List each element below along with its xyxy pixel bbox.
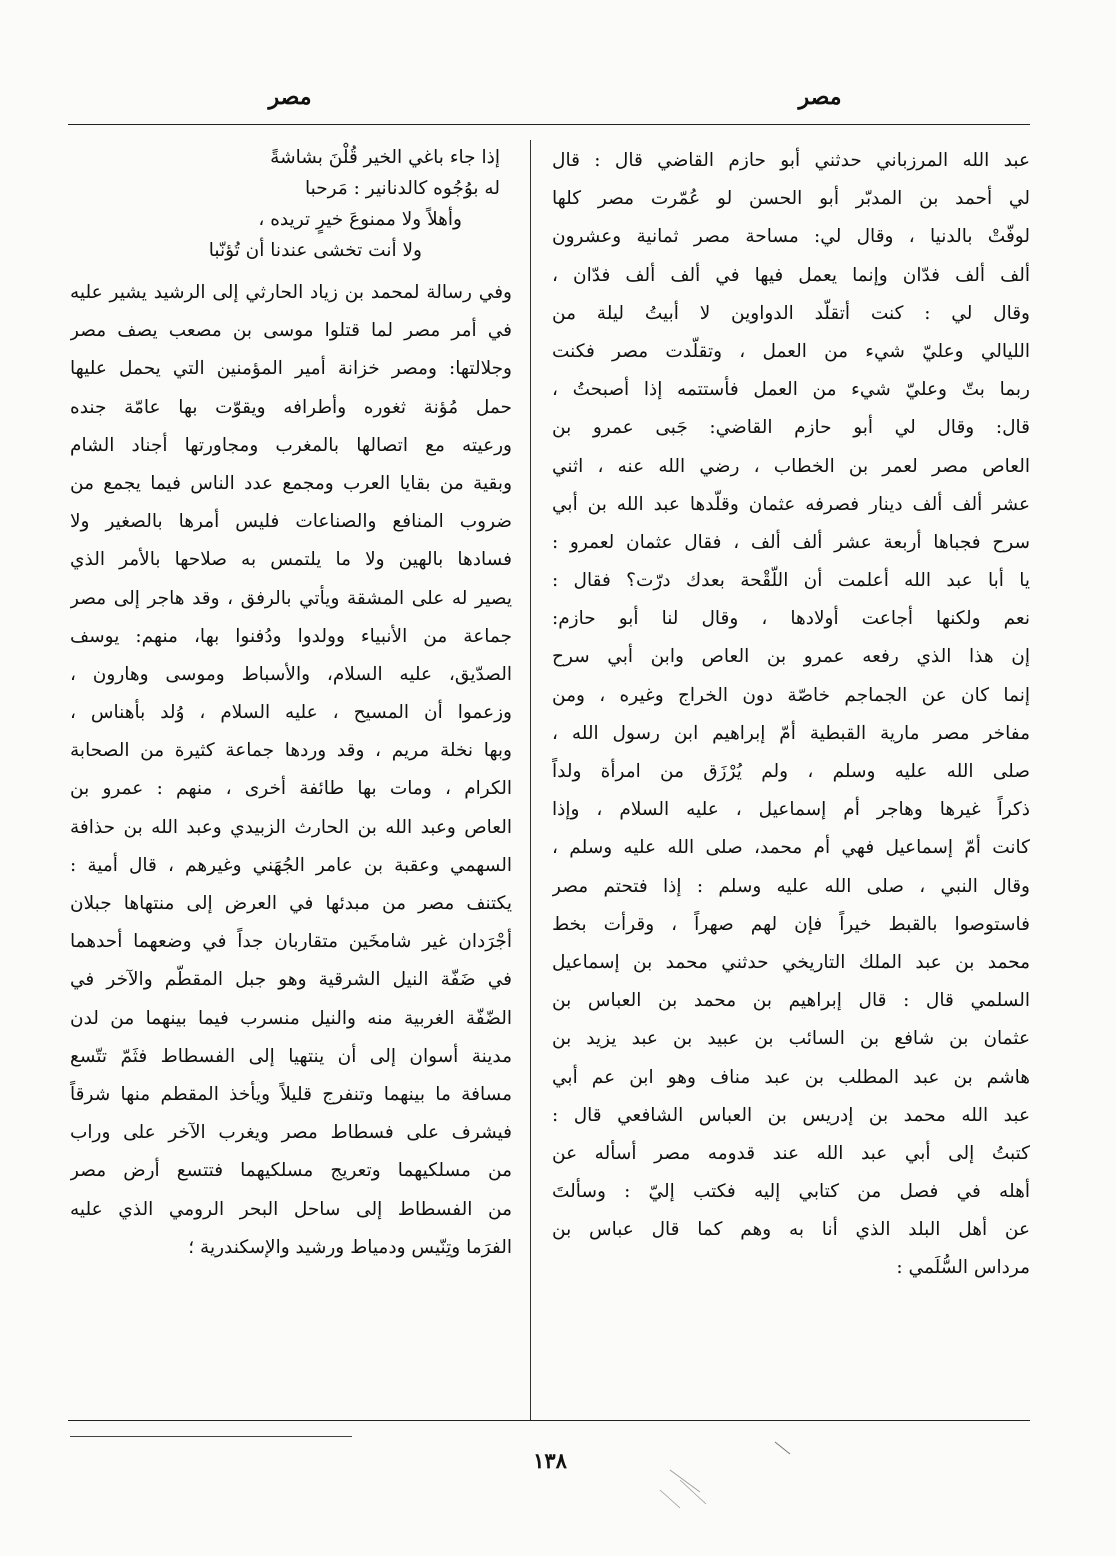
text-line: فسادها بالهين ولا ما يلتمس به صلاحها بالأمر الذي	[70, 549, 512, 571]
text-line: وقال لي : كنت أتقلّد الدواوين لا أبيتُ ليلة من	[552, 302, 1030, 324]
text-line: مفاخر مصر مارية القبطية أمّ إبراهيم ابن رسول الله ،	[552, 722, 1030, 744]
text-line: قال: وقال لي أبو حازم القاضي: جَبى عمرو بن	[552, 417, 1030, 439]
text-line: السهمي وعقبة بن عامر الجُهَني وغيرهم ، قال أمية :	[70, 854, 512, 876]
text-line: وبقية من بقايا العرب ومجمع عدد الناس فيما يجمع من	[70, 472, 512, 494]
text-line: من مسلكيهما وتعريج مسلكيهما فتتسع أرض مصر	[70, 1160, 512, 1182]
text-line: عبد الله المرزباني حدثني أبو حازم القاضي قال : قال	[552, 150, 1030, 171]
text-line: في ضَفّة النيل الشرقية وهو جبل المقطّم والآخر في	[70, 969, 512, 991]
column-divider	[530, 140, 531, 1420]
text-line: الكرام ، ومات بها طائفة أخرى ، منهم : عمرو بن	[70, 778, 512, 800]
text-line: السلمي قال : قال إبراهيم بن محمد بن العباس بن	[552, 990, 1030, 1012]
text-line: إن هذا الذي رفعه عمرو بن العاص وابن أبي سرح	[552, 646, 1030, 668]
text-line: يا أبا عبد الله أعلمت أن اللّقْحة بعدك درّت؟ فقال :	[552, 570, 1030, 592]
text-line: جماعة من الأنبياء وولدوا ودُفنوا بها، منهم: يوسف	[70, 625, 512, 647]
verse-line: له بوُجُوه كالدنانير : مَرحبا	[305, 178, 500, 199]
text-line: لوفّتْ بالدنيا ، وقال لي: مساحة مصر ثمانية وعشرون	[552, 226, 1030, 248]
text-line: ذكراً غيرها وهاجر أم إسماعيل ، عليه السلام ، وإذا	[552, 799, 1030, 821]
text-line: نعم ولكنها أجاعت أولادها ، وقال لنا أبو حازم:	[552, 608, 1030, 630]
text-line: حمل مُؤنة ثغوره وأطرافه ويقوّت بها عامّة جنده	[70, 396, 512, 418]
scan-scratch-marks	[640, 1430, 800, 1520]
text-line: عثمان بن شافع بن السائب بن عبيد بن عبد يزيد بن	[552, 1028, 1030, 1050]
text-line: ألف ألف فدّان وإنما يعمل فيها في ألف ألف فدّان ،	[552, 264, 1030, 286]
left-text-column	[70, 142, 512, 1267]
text-line: الليالي وعليّ شيء من العمل ، وتقلّدت مصر فكنت	[552, 340, 1030, 362]
text-line: عبد الله محمد بن إدريس بن العباس الشافعي قال :	[552, 1104, 1030, 1126]
running-header-left: مصر	[268, 84, 312, 110]
text-line: مسافة ما بينهما وتنفرج قليلاً ويأخذ المقطم منها شرقاً	[70, 1083, 512, 1105]
text-line: أجْرَدان غير شامخَين متقاربان جداً في وضعهما أحدهما	[70, 931, 512, 953]
text-line: فيشرف على فسطاط مصر ويغرب الآخر على وراب	[70, 1122, 512, 1144]
text-line: عن أهل البلد الذي أنا به وهم كما قال عباس بن	[552, 1219, 1030, 1241]
text-line: وجلالتها: ومصر خزانة أمير المؤمنين التي يحمل عليها	[70, 358, 512, 380]
footnote-rule	[70, 1436, 352, 1437]
text-line: ضروب المنافع والصناعات فليس أمرها بالصغير ولا	[70, 511, 512, 533]
text-line: مرداس السُّلَمي :	[896, 1257, 1030, 1279]
text-line: الصدّيق، عليه السلام، والأسباط وموسى وهارون ،	[70, 663, 512, 685]
header-rule	[68, 124, 1030, 125]
text-line: لي أحمد بن المدبّر أبو الحسن لو عُمّرت مصر كلها	[552, 188, 1030, 210]
text-line: يصير له على المشقة ويأتي بالرفق ، وقد هاجر إلى مصر	[70, 587, 512, 609]
text-line: إنما كان عن الجماجم خاصّة دون الخراج وغيره ، ومن	[552, 684, 1030, 706]
text-line: صلى الله عليه وسلم ، ولم يُرْزَق من امرأة ولداً	[552, 761, 1030, 782]
verse-line: ولا أنت تخشى عندنا أن تُؤنّبا	[208, 240, 422, 261]
text-line: من الفسطاط إلى ساحل البحر الرومي الذي عليه	[70, 1198, 512, 1220]
text-line: الفرَما وتِنّيس ودمياط ورشيد والإسكندرية ؛	[188, 1236, 512, 1258]
text-line: كتبتُ إلى أبي عبد الله عند قدومه مصر أسأله عن	[552, 1142, 1030, 1164]
text-line: سرح فجباها أربعة عشر ألف ألف ، فقال عثمان لعمرو :	[552, 531, 1030, 553]
text-line: وبها نخلة مريم ، وقد وردها جماعة كثيرة من الصحابة	[70, 740, 512, 762]
text-line: في أمر مصر لما قتلوا موسى بن مصعب يصف مصر	[70, 320, 512, 342]
text-line: مدينة أسوان إلى أن ينتهيا إلى الفسطاط فثَمّ تتّسع	[70, 1045, 512, 1067]
right-text-column	[552, 142, 1030, 1288]
verse-line: وأهلاً ولا ممنوعَ خيرٍ تريده ،	[258, 209, 462, 230]
poem-verses	[70, 142, 512, 266]
text-line: الضّفّة الغربية منه والنيل منسرب فيما بينهما من لدن	[70, 1007, 512, 1029]
text-line: هاشم بن عبد المطلب بن عبد مناف وهو ابن عم أبي	[552, 1066, 1030, 1088]
text-line: عشر ألف ألف دينار فصرفه عثمان وقلّدها عبد الله بن أبي	[552, 493, 1030, 515]
running-header-right: مصر	[798, 84, 842, 110]
page-number: ١٣٨	[533, 1448, 567, 1473]
text-line: أهله في فصل من كتابي إليه فكتب إليّ : وسألتَ	[552, 1181, 1030, 1203]
text-line: العاص مصر لعمر بن الخطاب ، رضي الله عنه ، اثني	[552, 455, 1030, 477]
text-line: ربما بتّ وعليّ شيء من العمل فأستتمه إذا أصبحتُ ،	[552, 379, 1030, 401]
text-line: وزعموا أن المسيح ، عليه السلام ، وُلد بأهناس ،	[70, 702, 512, 724]
verse-line: إذا جاء باغي الخير قُلْنَ بشاشةً	[270, 147, 500, 168]
text-line: ورعيته مع اتصالها بالمغرب ومجاورتها أجناد الشام	[70, 434, 512, 456]
text-line: يكتنف مصر من مبدئها في العرض إلى منتهاها جبلان	[70, 893, 512, 914]
text-line: وفي رسالة لمحمد بن زياد الحارثي إلى الرشيد يشير عليه	[70, 282, 512, 303]
text-line: كانت أمّ إسماعيل فهي أم محمد، صلى الله عليه وسلم ،	[552, 837, 1030, 859]
footer-rule	[68, 1420, 1030, 1421]
text-line: فاستوصوا بالقبط خيراً فإن لهم صهراً ، وقرأت بخط	[552, 913, 1030, 935]
text-line: محمد بن عبد الملك التاريخي حدثني محمد بن إسماعيل	[552, 951, 1030, 973]
text-line: العاص وعبد الله بن الحارث الزبيدي وعبد الله بن حذافة	[70, 816, 512, 838]
text-line: وقال النبي ، صلى الله عليه وسلم : إذا فتحتم مصر	[552, 875, 1030, 897]
